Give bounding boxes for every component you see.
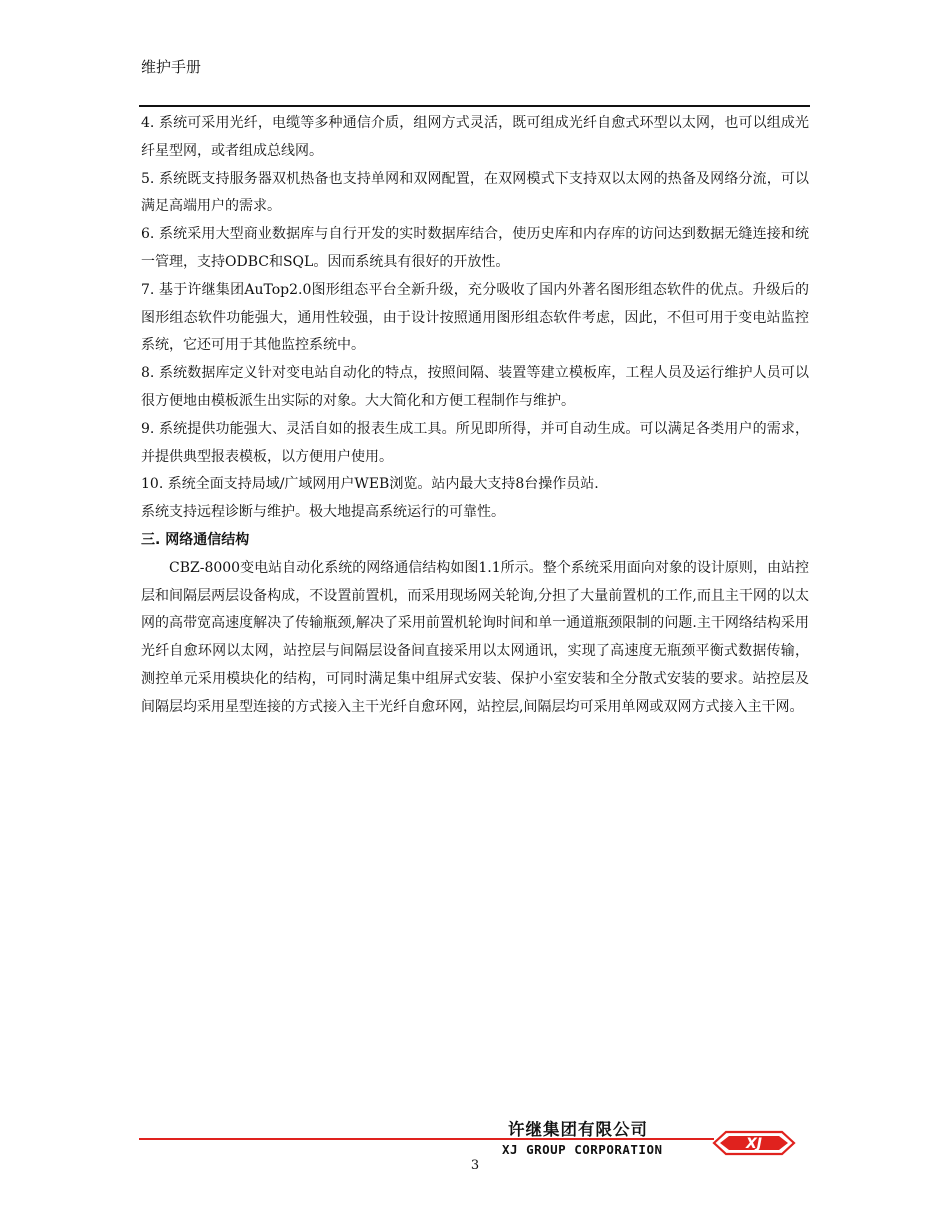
page-number: 3 [470,1158,480,1173]
section-paragraph: CBZ-8000变电站自动化系统的网络通信结构如图1.1所示。整个系统采用面向对象的设计原则，由站控层和间隔层两层设备构成，不设置前置机，而采用现场网关轮询,分担了大量前置机的工作,而且主干网的以太网的高带宽高速度解决了传输瓶颈,解决了采用前置机轮询时间和单一通道瓶颈限制的问题.主干网络结构采用光纤自愈环网以太网，站控层与间隔层设备间直接采用以太网通讯，实现了高速度无瓶颈平衡式数据传输，测控单元采用模块化的结构，可同时满足集中组屏式安装、保护小室安装和全分散式安装的要求。站控层及间隔层均采用星型连接的方式接入主干光纤自愈环网，站控层,间隔层均可采用单网或双网方式接入主干网。 [141,559,809,715]
document-body [141,110,809,722]
company-name-cn: 许继集团有限公司 [508,1120,648,1139]
paragraph-9: 9. 系统提供功能强大、灵活自如的报表生成工具。所见即所得，并可自动生成。可以满足各类用户的需求，并提供典型报表模板，以方便用户使用。 [141,420,809,465]
paragraph-8: 8. 系统数据库定义针对变电站自动化的特点，按照间隔、装置等建立模板库，工程人员及运行维护人员可以很方便地由模板派生出实际的对象。大大简化和方便工程制作与维护。 [141,365,809,409]
company-name-en: XJ GROUP CORPORATION [502,1142,663,1157]
paragraph-remote-diagnosis: 系统支持远程诊断与维护。极大地提高系统运行的可靠性。 [141,504,505,521]
paragraph-10: 10. 系统全面支持局域/广域网用户WEB浏览。站内最大支持8台操作员站. [141,476,599,493]
section-heading: 三. 网络通信结构 [141,531,250,548]
paragraph-5: 5. 系统既支持服务器双机热备也支持单网和双网配置，在双网模式下支持双以太网的热备及网络分流，可以满足高端用户的需求。 [141,170,809,215]
paragraph-4: 4. 系统可采用光纤，电缆等多种通信介质，组网方式灵活，既可组成光纤自愈式环型以太网，也可以组成光纤星型网，或者组成总线网。 [141,115,809,159]
paragraph-6: 6. 系统采用大型商业数据库与自行开发的实时数据库结合，使历史库和内存库的访问达到数据无缝连接和统一管理，支持ODBC和SQL。因而系统具有很好的开放性。 [141,226,809,270]
xj-logo-icon [712,1127,796,1159]
header-title: 维护手册 [141,58,202,76]
logo-text: XJ [745,1136,763,1152]
paragraph-7: 7. 基于许继集团AuTop2.0图形组态平台全新升级，充分吸收了国内外著名图形组态软件的优点。升级后的图形组态软件功能强大，通用性较强，由于设计按照通用图形组态软件考虑，因此，不但可用于变电站监控系统，它还可用于其他监控系统中。 [141,281,809,354]
header-divider [139,105,810,107]
